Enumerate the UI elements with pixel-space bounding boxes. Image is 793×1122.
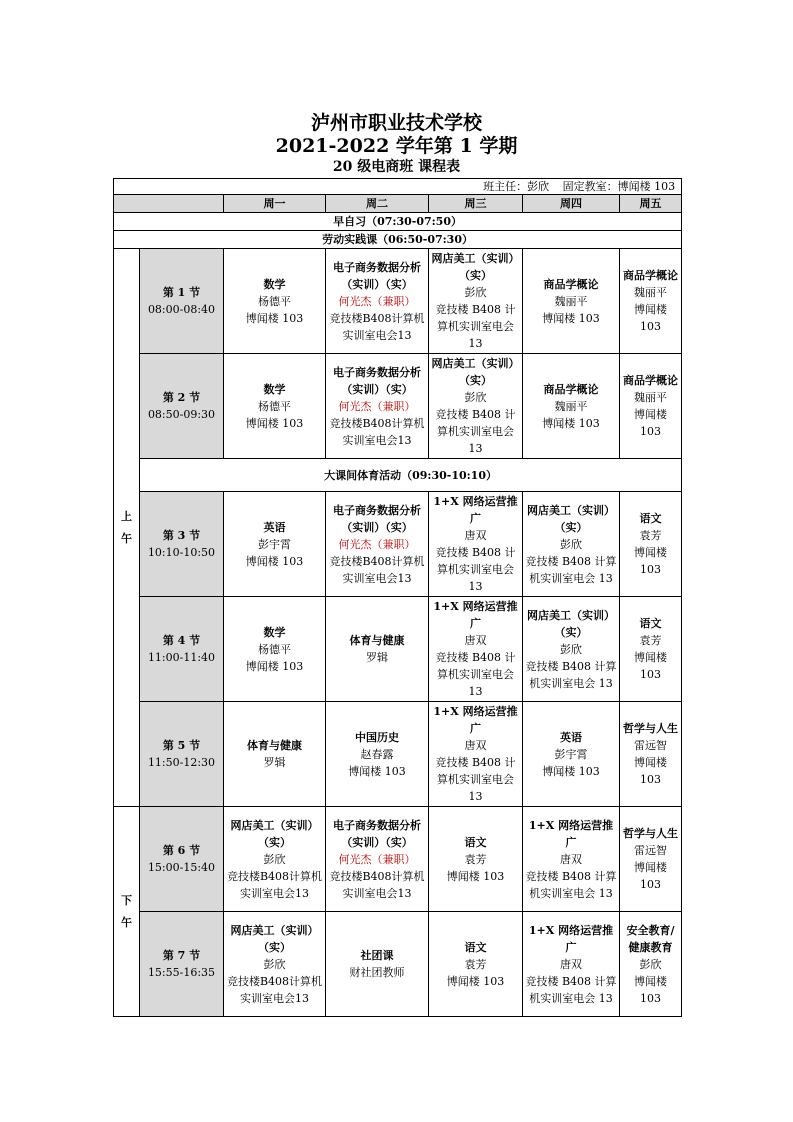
course-detail: 博闻楼 103	[634, 651, 668, 681]
teacher-name: 袁芳	[464, 957, 487, 971]
band-row	[114, 213, 682, 231]
course-name: 商品学概论	[543, 277, 599, 291]
course-detail: 竞技楼 B408 计算机实训室电会 13	[525, 974, 617, 1005]
half-char: 上	[121, 509, 132, 523]
course-detail: 博闻楼 103	[446, 974, 505, 988]
teacher-name: 袁芳	[639, 634, 662, 647]
period-name: 第 7 节	[162, 949, 201, 962]
day-header: 周二	[326, 195, 429, 213]
course-cell	[224, 597, 326, 702]
course-name: 哲学与人生	[623, 722, 679, 735]
course-cell	[620, 354, 682, 459]
course-name: 网店美工（实训）（实）	[230, 923, 319, 954]
course-name: 商品学概论	[623, 374, 679, 387]
period-label	[140, 702, 224, 807]
course-cell	[326, 912, 429, 1017]
course-name: 商品学概论	[543, 382, 599, 396]
period-time: 08:50-09:30	[147, 408, 216, 421]
teacher-name: 彭欣	[464, 286, 487, 299]
course-detail: 博闻楼 103	[634, 303, 668, 333]
teacher-name: 彭欣	[263, 957, 286, 971]
part-time-teacher: 何光杰（兼职）	[338, 294, 416, 308]
course-detail: 竞技楼 B408 计算机实训室电会 13	[525, 659, 617, 690]
course-name: 数学	[263, 382, 286, 396]
course-detail: 竞技楼 B408 计算机实训室电会 13	[435, 651, 516, 698]
period-name: 第 6 节	[162, 844, 201, 857]
course-name: 安全教育/健康教育	[626, 923, 675, 954]
half-char: 下	[121, 893, 132, 907]
course-detail: 博闻楼 103	[446, 869, 505, 883]
course-detail: 博闻楼 103	[542, 764, 600, 778]
course-detail: 博闻楼 103	[245, 554, 304, 568]
course-name: 数学	[263, 625, 286, 639]
course-name: 电子商务数据分析（实训）（实）	[333, 503, 421, 534]
school-title: 泸州市职业技术学校	[310, 112, 482, 134]
period-row	[114, 492, 682, 597]
course-cell	[523, 807, 620, 912]
course-name: 电子商务数据分析（实训）（实）	[333, 365, 421, 396]
course-detail: 竞技楼 B408 计算机实训室电会 13	[435, 546, 516, 593]
course-detail: 博闻楼 103	[634, 408, 668, 438]
title-block	[0, 112, 793, 177]
course-name: 社团课	[360, 949, 394, 962]
course-detail: 竞技楼 B408 计算机实训室电会 13	[525, 554, 617, 585]
course-name: 体育与健康	[247, 739, 302, 752]
teacher-name: 杨德平	[258, 642, 291, 656]
course-detail: 竞技楼B408计算机实训室电会13	[329, 416, 425, 447]
period-name: 第 4 节	[162, 634, 201, 647]
course-name: 1+X 网络运营推广	[433, 495, 518, 525]
course-cell	[620, 702, 682, 807]
course-cell	[620, 807, 682, 912]
course-detail: 博闻楼 103	[348, 764, 406, 778]
teacher-name: 雷远智	[634, 739, 668, 752]
info-cell	[114, 179, 682, 195]
period-label	[140, 597, 224, 702]
course-detail: 竞技楼 B408 计算机实训室电会 13	[435, 756, 516, 803]
course-detail: 竞技楼 B408 计算机实训室电会 13	[435, 408, 516, 455]
course-name: 英语	[560, 730, 582, 744]
teacher-name: 袁芳	[639, 529, 662, 542]
period-time: 11:00-11:40	[147, 651, 216, 664]
course-detail: 博闻楼 103	[634, 861, 668, 891]
day-header: 周三	[429, 195, 523, 213]
course-detail: 财社团教师	[349, 966, 405, 979]
course-name: 语文	[639, 512, 662, 525]
period-time: 11:50-12:30	[147, 756, 216, 769]
part-time-teacher: 何光杰（兼职）	[338, 399, 416, 413]
period-name: 第 3 节	[162, 529, 201, 542]
period-time: 10:10-10:50	[147, 546, 216, 559]
teacher-name: 彭欣	[560, 642, 582, 656]
am-label	[114, 249, 140, 807]
course-cell	[224, 912, 326, 1017]
break-band: 大课间体育活动（09:30-10:10）	[140, 459, 682, 492]
teacher-name: 赵春露	[360, 747, 394, 761]
course-cell	[429, 912, 523, 1017]
course-name: 数学	[263, 277, 286, 291]
course-cell	[326, 354, 429, 459]
course-name: 1+X 网络运营推广	[433, 705, 518, 735]
course-cell	[224, 492, 326, 597]
teacher-name: 彭欣	[464, 391, 487, 404]
corner-cell	[114, 195, 224, 213]
course-cell	[523, 702, 620, 807]
teacher-name: 唐双	[560, 852, 582, 866]
period-name: 第 5 节	[162, 739, 201, 752]
part-time-teacher: 何光杰（兼职）	[338, 852, 416, 866]
period-row	[114, 597, 682, 702]
course-name: 1+X 网络运营推广	[528, 818, 614, 849]
course-cell	[326, 702, 429, 807]
course-name: 英语	[263, 520, 286, 534]
teacher-name: 唐双	[560, 957, 582, 971]
class-table-title: 20 级电商班 课程表	[332, 159, 461, 175]
course-cell	[523, 354, 620, 459]
course-name: 体育与健康	[349, 634, 405, 647]
course-name: 商品学概论	[623, 269, 679, 282]
course-name: 1+X 网络运营推广	[433, 600, 518, 630]
course-cell	[523, 597, 620, 702]
course-detail: 竞技楼 B408 计算机实训室电会 13	[435, 303, 516, 350]
day-header: 周五	[620, 195, 682, 213]
course-name: 1+X 网络运营推广	[528, 923, 614, 954]
course-cell	[326, 597, 429, 702]
teacher-name: 魏丽平	[554, 399, 588, 413]
teacher-name: 魏丽平	[634, 391, 668, 404]
course-name: 电子商务数据分析（实训）（实）	[333, 818, 421, 849]
course-cell	[620, 249, 682, 354]
course-cell	[429, 597, 523, 702]
teacher-name: 唐双	[464, 529, 487, 542]
course-detail: 博闻楼 103	[245, 311, 304, 325]
course-name: 网店美工（实训）（实）	[431, 357, 520, 387]
course-detail: 竞技楼B408计算机实训室电会13	[226, 869, 323, 900]
half-char: 午	[121, 915, 132, 929]
schedule-table	[113, 178, 682, 1017]
course-cell	[523, 492, 620, 597]
period-label	[140, 354, 224, 459]
day-header: 周一	[224, 195, 326, 213]
band-row	[114, 459, 682, 492]
course-cell	[326, 492, 429, 597]
teacher-name: 杨德平	[258, 294, 291, 308]
term-title: 2021-2022 学年第 1 学期	[275, 135, 518, 157]
day-header: 周四	[523, 195, 620, 213]
teacher-name: 彭宇霄	[554, 747, 588, 761]
course-cell	[429, 249, 523, 354]
course-name: 网店美工（实训）（实）	[527, 608, 615, 639]
course-cell	[224, 354, 326, 459]
teacher-name: 杨德平	[258, 399, 291, 413]
half-char: 午	[121, 531, 132, 545]
period-row	[114, 912, 682, 1017]
course-detail: 博闻楼 103	[634, 974, 668, 1005]
course-cell	[326, 807, 429, 912]
band-row	[114, 231, 682, 249]
period-time: 08:00-08:40	[147, 303, 216, 316]
course-cell	[620, 492, 682, 597]
course-name: 中国历史	[355, 730, 399, 744]
course-cell	[620, 912, 682, 1017]
teacher-name: 彭宇霄	[258, 537, 291, 551]
period-time: 15:55-16:35	[147, 966, 216, 979]
course-cell	[429, 492, 523, 597]
course-detail: 竞技楼 B408 计算机实训室电会 13	[525, 869, 617, 900]
course-name: 语文	[464, 835, 487, 849]
course-cell	[224, 249, 326, 354]
teacher-name: 袁芳	[464, 852, 487, 866]
course-name: 网店美工（实训）（实）	[431, 252, 520, 282]
labor-band: 劳动实践课（06:50-07:30）	[114, 231, 682, 249]
period-label	[140, 249, 224, 354]
course-cell	[523, 912, 620, 1017]
teacher-name: 彭欣	[560, 537, 582, 551]
course-detail: 竞技楼B408计算机实训室电会13	[329, 554, 425, 585]
course-cell	[523, 249, 620, 354]
course-cell	[429, 807, 523, 912]
period-row	[114, 702, 682, 807]
course-detail: 竞技楼B408计算机实训室电会13	[329, 869, 425, 900]
period-label	[140, 492, 224, 597]
morning-study-band: 早自习（07:30-07:50）	[114, 213, 682, 231]
info-row	[114, 179, 682, 195]
teacher-name: 彭欣	[639, 957, 662, 971]
teacher-name: 雷远智	[634, 844, 668, 857]
period-name: 第 1 节	[162, 286, 201, 299]
course-name: 网店美工（实训）（实）	[527, 503, 615, 534]
head-teacher: 班主任：彭欣	[483, 179, 550, 193]
course-detail: 博闻楼 103	[245, 416, 304, 430]
course-detail: 博闻楼 103	[245, 659, 304, 673]
course-detail: 竞技楼B408计算机实训室电会13	[329, 311, 425, 342]
course-name: 网店美工（实训）（实）	[230, 818, 319, 849]
course-cell	[224, 702, 326, 807]
course-detail: 博闻楼 103	[634, 756, 668, 786]
course-detail: 博闻楼 103	[542, 311, 600, 325]
teacher-name: 彭欣	[263, 852, 286, 866]
course-name: 哲学与人生	[623, 827, 679, 840]
course-cell	[326, 249, 429, 354]
teacher-name: 唐双	[464, 634, 487, 647]
pm-label	[114, 807, 140, 1017]
period-name: 第 2 节	[162, 391, 201, 404]
teacher-name: 魏丽平	[554, 294, 588, 308]
period-time: 15:00-15:40	[147, 861, 216, 874]
course-detail: 博闻楼 103	[634, 546, 668, 576]
course-name: 语文	[464, 940, 487, 954]
period-label	[140, 912, 224, 1017]
period-row	[114, 354, 682, 459]
period-row	[114, 249, 682, 354]
fixed-classroom: 固定教室：博闻楼 103	[562, 179, 676, 193]
course-cell	[620, 597, 682, 702]
day-header-row	[114, 195, 682, 213]
period-label	[140, 807, 224, 912]
teacher-name: 唐双	[464, 739, 487, 752]
period-row	[114, 807, 682, 912]
course-cell	[429, 354, 523, 459]
course-detail: 罗辑	[263, 756, 286, 769]
course-detail: 博闻楼 103	[542, 416, 600, 430]
course-cell	[429, 702, 523, 807]
course-detail: 罗辑	[366, 651, 388, 664]
part-time-teacher: 何光杰（兼职）	[338, 537, 416, 551]
course-name: 电子商务数据分析（实训）（实）	[333, 260, 421, 291]
course-name: 语文	[639, 617, 662, 630]
course-detail: 竞技楼B408计算机实训室电会13	[226, 974, 323, 1005]
teacher-name: 魏丽平	[634, 286, 668, 299]
course-cell	[224, 807, 326, 912]
